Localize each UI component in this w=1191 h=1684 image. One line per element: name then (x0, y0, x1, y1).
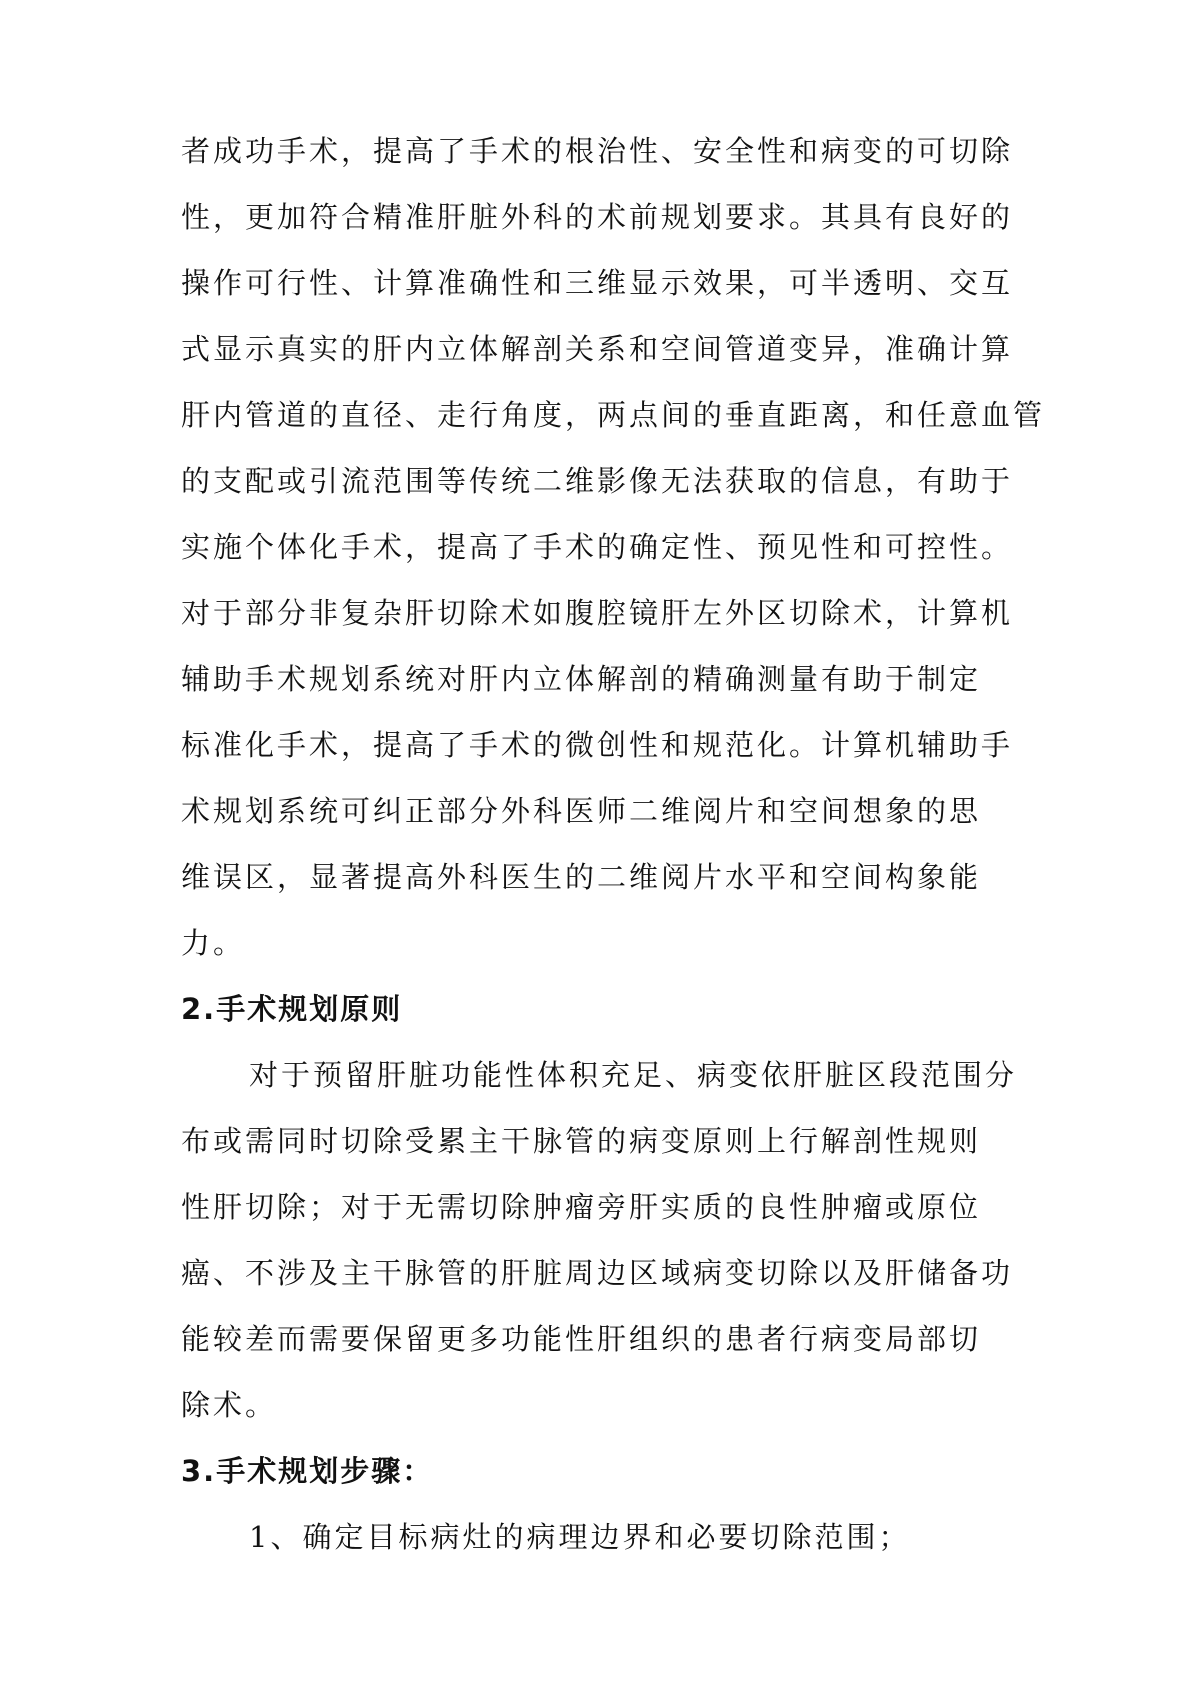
text-line: 的支配或引流范围等传统二维影像无法获取的信息，有助于 (181, 464, 1014, 498)
paragraph-1 (181, 118, 1046, 976)
text-line: 维误区，显著提高外科医生的二维阅片水平和空间构象能 (181, 860, 982, 894)
section-heading: 3.手术规划步骤： (181, 1454, 434, 1488)
text-line: 性肝切除；对于无需切除肿瘤旁肝实质的良性肿瘤或原位 (181, 1190, 982, 1224)
text-line: 者成功手术，提高了手术的根治性、安全性和病变的可切除 (181, 134, 1014, 168)
document-body (181, 118, 1046, 1570)
text-line: 除术。 (181, 1388, 278, 1422)
text-line: 对于部分非复杂肝切除术如腹腔镜肝左外区切除术，计算机 (181, 596, 1014, 630)
text-line: 操作可行性、计算准确性和三维显示效果，可半透明、交互 (181, 266, 1014, 300)
text-line: 肝内管道的直径、走行角度，两点间的垂直距离，和任意血管 (181, 398, 1046, 432)
text-line: 性，更加符合精准肝脏外科的术前规划要求。其具有良好的 (181, 200, 1014, 234)
text-line: 力。 (181, 926, 246, 960)
text-line: 术规划系统可纠正部分外科医师二维阅片和空间想象的思 (181, 794, 982, 828)
text-line: 对于预留肝脏功能性体积充足、病变依肝脏区段范围分 (249, 1058, 1018, 1092)
text-line: 能较差而需要保留更多功能性肝组织的患者行病变局部切 (181, 1322, 982, 1356)
text-line: 标准化手术，提高了手术的微创性和规范化。计算机辅助手 (181, 728, 1014, 762)
section-heading: 2.手术规划原则 (181, 992, 403, 1026)
list-item: 1、确定目标病灶的病理边界和必要切除范围； (249, 1520, 911, 1554)
text-line: 布或需同时切除受累主干脉管的病变原则上行解剖性规则 (181, 1124, 982, 1158)
text-line: 实施个体化手术，提高了手术的确定性、预见性和可控性。 (181, 530, 1014, 564)
text-line: 式显示真实的肝内立体解剖关系和空间管道变异，准确计算 (181, 332, 1014, 366)
section-3 (181, 1438, 1021, 1570)
text-line: 癌、不涉及主干脉管的肝脏周边区域病变切除以及肝储备功 (181, 1256, 1014, 1290)
section-2 (181, 976, 1021, 1438)
text-line: 辅助手术规划系统对肝内立体解剖的精确测量有助于制定 (181, 662, 982, 696)
